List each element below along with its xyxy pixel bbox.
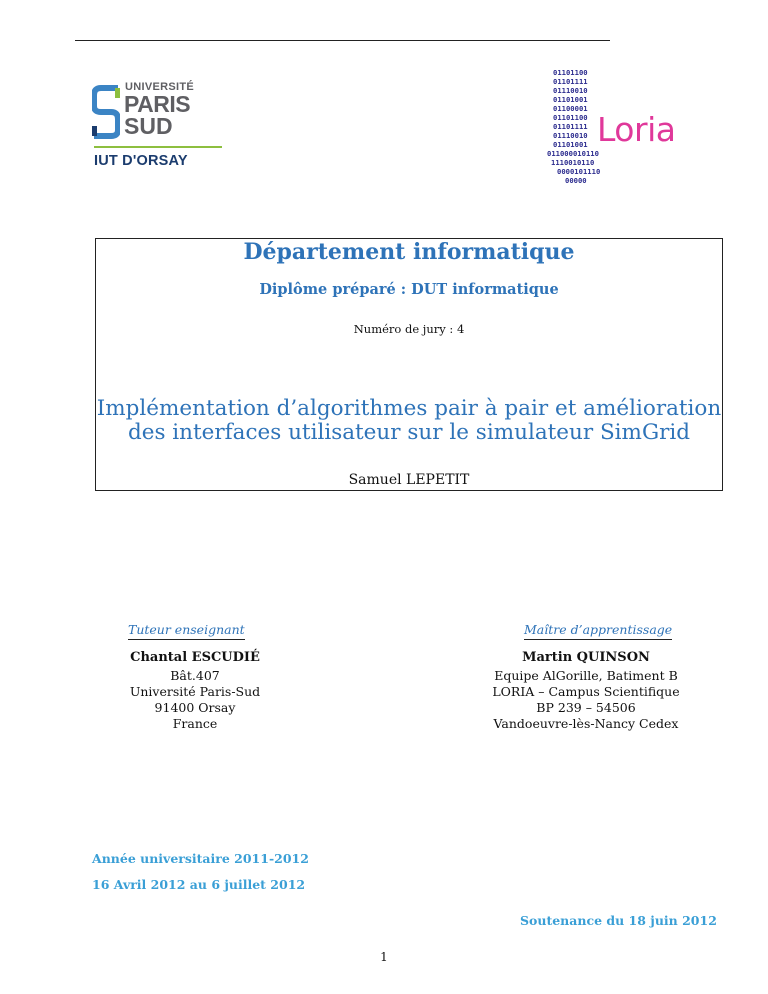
logo-text-sud: SUD <box>124 113 173 139</box>
binary-row: 01101001 <box>553 140 588 149</box>
supervisor-address-line: LORIA – Campus Scientifique <box>492 684 680 699</box>
logo-text-paris: PARIS <box>124 91 191 117</box>
defense-date: Soutenance du 18 juin 2012 <box>520 913 717 928</box>
tutor-address-line: 91400 Orsay <box>154 700 236 715</box>
binary-row: 00000 <box>565 176 587 185</box>
binary-row: 011000010110 <box>547 149 599 158</box>
loria-wordmark: Loria <box>597 110 676 149</box>
binary-row: 1110010110 <box>551 158 595 167</box>
department-heading: Département informatique <box>243 239 575 265</box>
supervisor-address-line: Vandoeuvre-lès-Nancy Cedex <box>493 716 679 731</box>
universite-paris-sud-logo <box>92 80 222 175</box>
supervisor-address-line: Equipe AlGorille, Batiment B <box>494 668 678 683</box>
tutor-address-line: Université Paris-Sud <box>129 684 261 699</box>
logo-text-universite: UNIVERSITÉ <box>125 81 195 93</box>
binary-row: 01110010 <box>553 131 588 140</box>
loria-logo <box>547 68 693 188</box>
title-box <box>95 238 723 491</box>
binary-row: 0000101110 <box>557 167 601 176</box>
logo-divider <box>94 146 222 148</box>
tutor-name: Chantal ESCUDIÉ <box>130 650 260 665</box>
jury-number: Numéro de jury : 4 <box>353 322 465 336</box>
page-number: 1 <box>380 950 388 964</box>
binary-row: 01101111 <box>553 122 588 131</box>
tutor-block <box>110 650 280 732</box>
internship-period: 16 Avril 2012 au 6 juillet 2012 <box>92 877 306 892</box>
report-title <box>96 397 722 445</box>
diploma-line: Diplôme préparé : DUT informatique <box>259 281 559 298</box>
tutor-heading: Tuteur enseignant <box>128 622 245 640</box>
binary-row: 01100001 <box>553 104 588 113</box>
supervisor-address-line: BP 239 – 54506 <box>536 700 636 715</box>
logo-text-iut: IUT D'ORSAY <box>94 153 188 169</box>
binary-row: 01110010 <box>553 86 588 95</box>
supervisor-heading: Maître d’apprentissage <box>524 622 672 640</box>
paris-sud-s-icon <box>92 84 120 140</box>
report-title-line: Implémentation d’algorithmes pair à pair et amélioration <box>96 396 722 421</box>
author-name: Samuel LEPETIT <box>348 472 470 488</box>
supervisor-block <box>470 650 702 732</box>
binary-row: 01101111 <box>553 77 588 86</box>
tutor-address-line: Bât.407 <box>170 668 220 683</box>
academic-year: Année universitaire 2011-2012 <box>92 851 309 866</box>
binary-row: 01101100 <box>553 68 588 77</box>
tutor-address-line: France <box>172 716 218 731</box>
supervisor-name: Martin QUINSON <box>522 650 650 665</box>
binary-row: 01101001 <box>553 95 588 104</box>
binary-row: 01101100 <box>553 113 588 122</box>
report-title-line: des interfaces utilisateur sur le simulateur SimGrid <box>127 420 691 445</box>
top-rule <box>75 40 610 41</box>
